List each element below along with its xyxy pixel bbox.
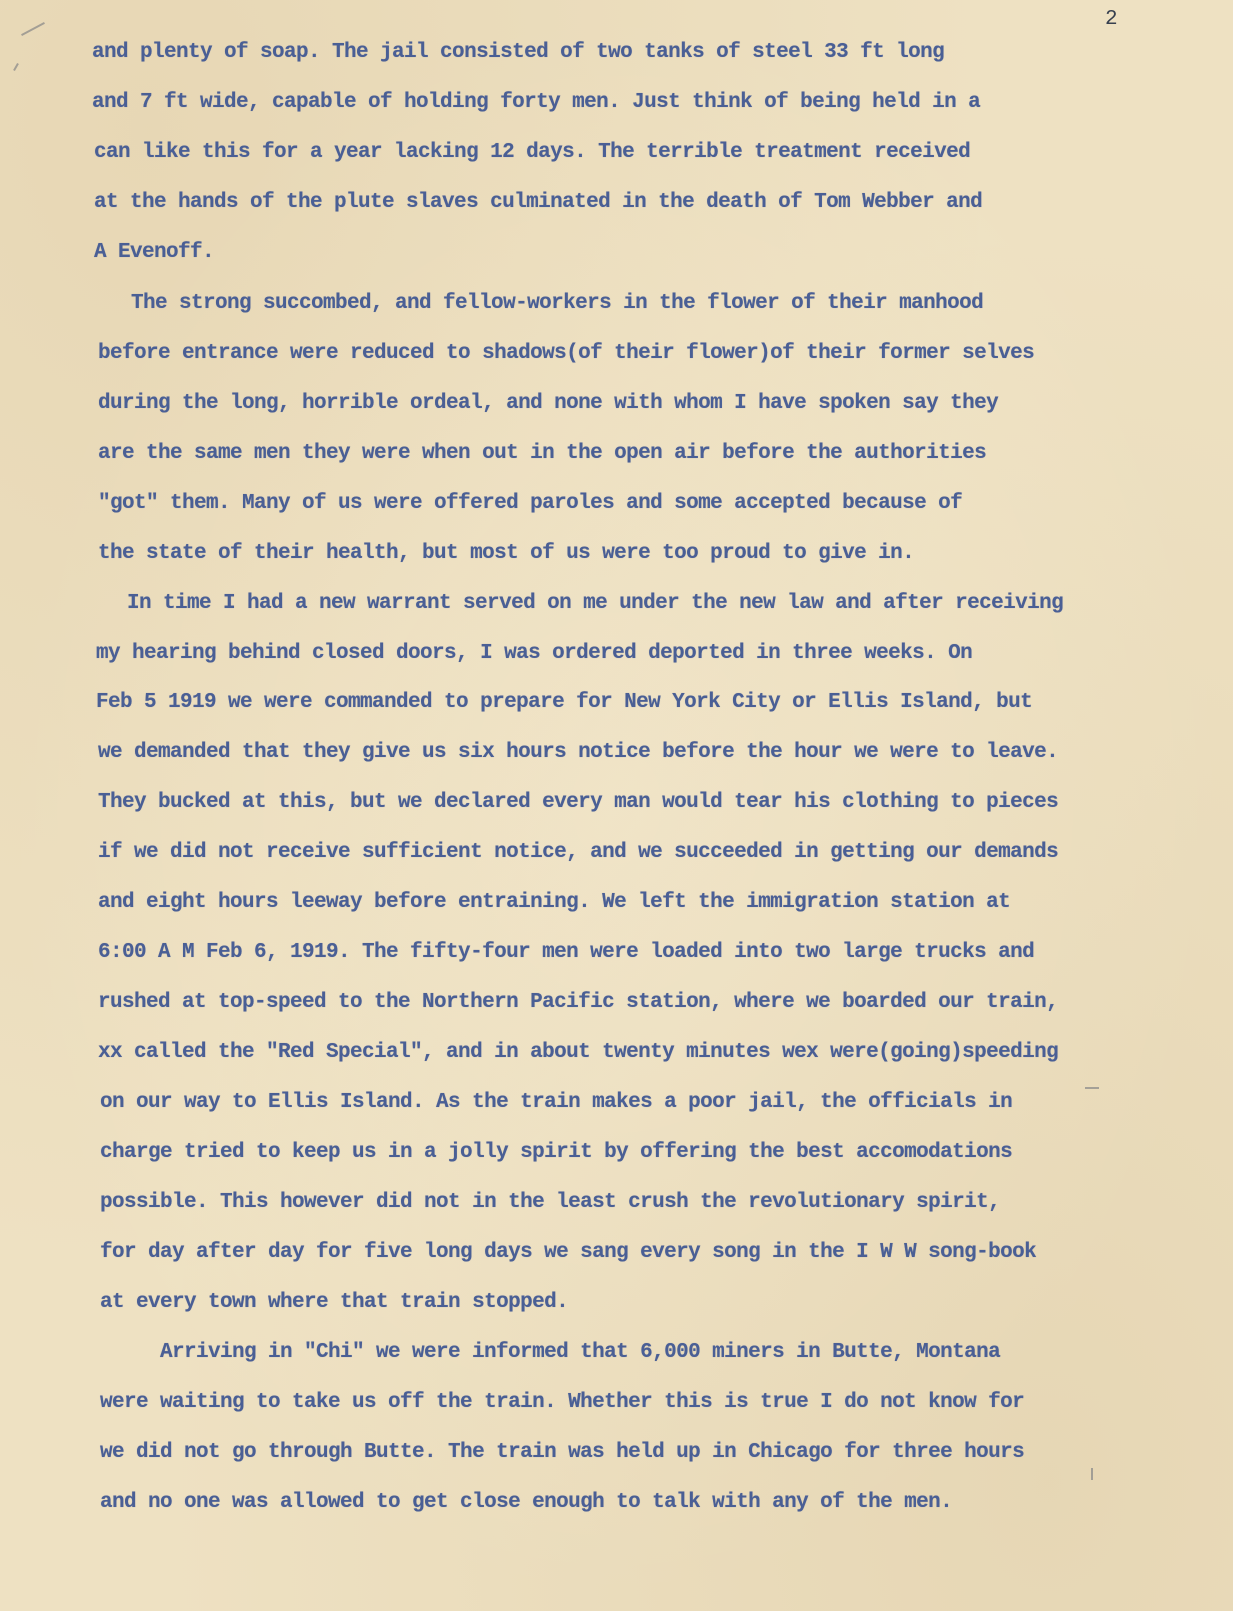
stray-pencil-mark xyxy=(1085,1087,1099,1089)
text-line: The strong succombed, and fellow-workers in the flower of their manhood xyxy=(131,292,984,315)
page-number: 2 xyxy=(1105,8,1118,31)
text-line: during the long, horrible ordeal, and none with whom I have spoken say they xyxy=(98,392,999,415)
text-line: Feb 5 1919 we were commanded to prepare for New York City or Ellis Island, but xyxy=(96,691,1033,714)
text-line: xx called the "Red Special", and in about twenty minutes wex were(going)speeding xyxy=(98,1041,1059,1064)
text-line: charge tried to keep us in a jolly spirit by offering the best accomodations xyxy=(100,1141,1013,1164)
text-line: my hearing behind closed doors, I was ordered deported in three weeks. On xyxy=(96,642,973,665)
text-line: at the hands of the plute slaves culminated in the death of Tom Webber and xyxy=(94,191,983,214)
text-line: we did not go through Butte. The train was held up in Chicago for three hours xyxy=(100,1441,1025,1464)
text-line: if we did not receive sufficient notice, and we succeeded in getting our demands xyxy=(98,841,1059,864)
text-line: and no one was allowed to get close enough to talk with any of the men. xyxy=(100,1491,953,1514)
text-line: can like this for a year lacking 12 days. The terrible treatment received xyxy=(94,141,971,164)
stray-pencil-mark xyxy=(1091,1468,1093,1480)
text-line: possible. This however did not in the least crush the revolutionary spirit, xyxy=(100,1191,1001,1214)
text-line: are the same men they were when out in the open air before the authorities xyxy=(98,442,987,465)
text-line: 6:00 A M Feb 6, 1919. The fifty-four men were loaded into two large trucks and xyxy=(98,941,1035,964)
text-line: before entrance were reduced to shadows(of their flower)of their former selves xyxy=(98,342,1035,365)
text-line: and 7 ft wide, capable of holding forty men. Just think of being held in a xyxy=(92,91,981,114)
stray-pencil-mark xyxy=(21,22,45,36)
text-line: Arriving in "Chi" we were informed that 6,000 miners in Butte, Montana xyxy=(160,1341,1001,1364)
text-line: They bucked at this, but we declared every man would tear his clothing to pieces xyxy=(98,791,1059,814)
text-line: A Evenoff. xyxy=(94,241,215,264)
text-line: we demanded that they give us six hours notice before the hour we were to leave. xyxy=(98,741,1059,764)
stray-pencil-mark xyxy=(13,63,19,71)
text-line: on our way to Ellis Island. As the train makes a poor jail, the officials in xyxy=(100,1091,1013,1114)
text-line: at every town where that train stopped. xyxy=(100,1291,569,1314)
text-line: In time I had a new warrant served on me under the new law and after receiving xyxy=(127,592,1064,615)
text-line: the state of their health, but most of us were too proud to give in. xyxy=(98,542,915,565)
text-line: rushed at top-speed to the Northern Pacific station, where we boarded our train, xyxy=(98,991,1059,1014)
text-line: and plenty of soap. The jail consisted of two tanks of steel 33 ft long xyxy=(92,41,945,64)
text-line: for day after day for five long days we sang every song in the I W W song-book xyxy=(100,1241,1037,1264)
text-line: and eight hours leeway before entraining. We left the immigration station at xyxy=(98,891,1011,914)
text-line: were waiting to take us off the train. Whether this is true I do not know for xyxy=(100,1391,1025,1414)
text-line: "got" them. Many of us were offered paroles and some accepted because of xyxy=(98,492,963,515)
